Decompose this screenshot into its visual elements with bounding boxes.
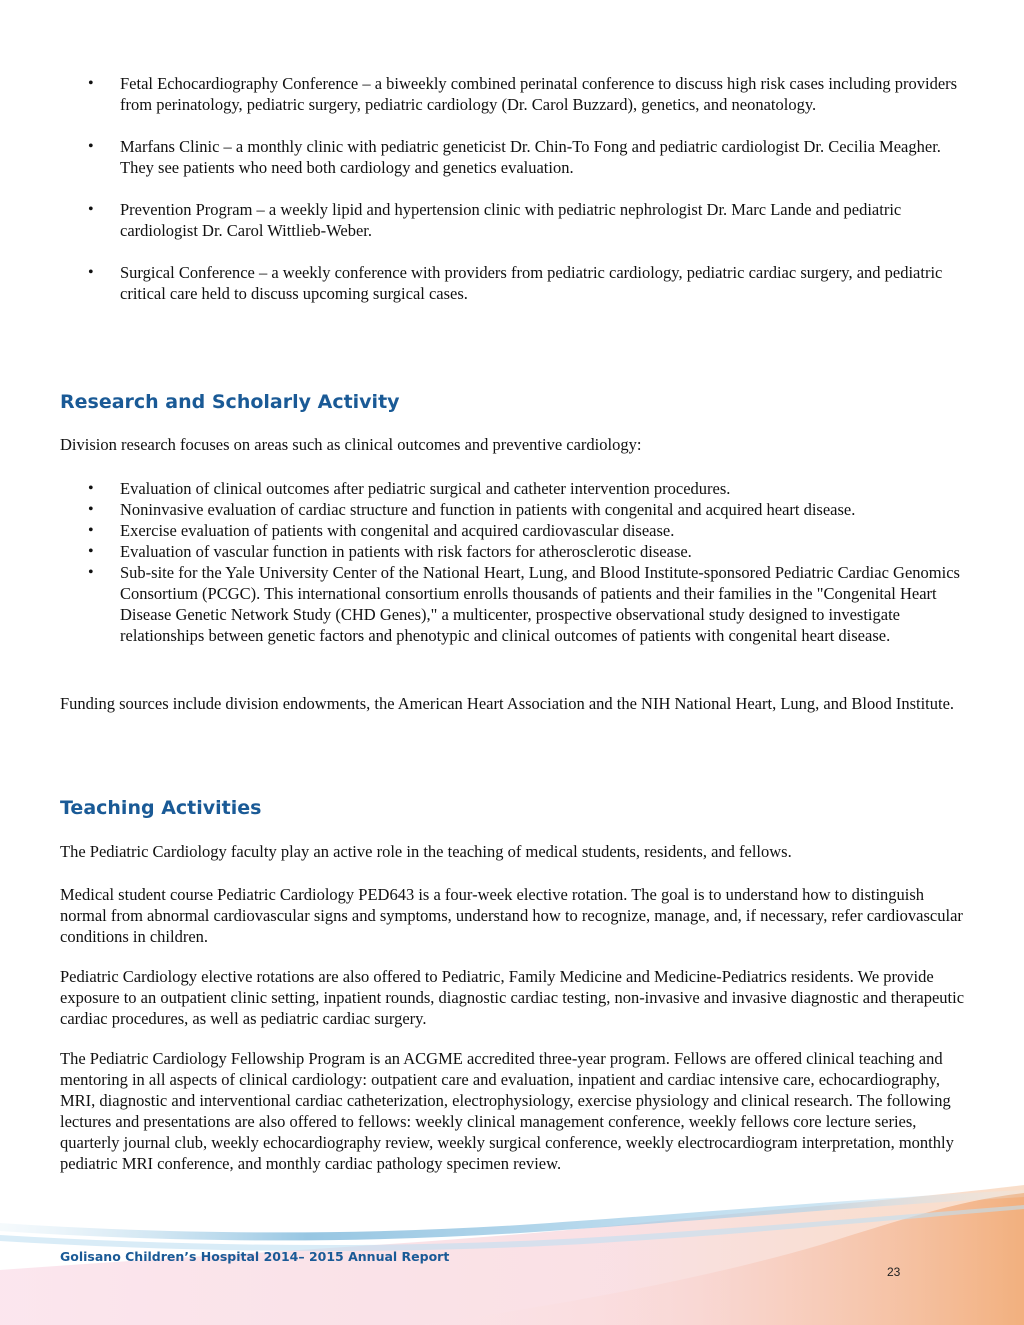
program-list [60, 73, 960, 304]
teaching-heading: Teaching Activities [60, 797, 262, 819]
research-intro: Division research focuses on areas such as clinical outcomes and preventive cardiology: [60, 435, 642, 454]
list-item: • Noninvasive evaluation of cardiac structure and function in patients with congenital and acquired heart disease. [60, 499, 960, 520]
list-item: • Prevention Program – a weekly lipid and hypertension clinic with pediatric nephrologist Dr. Marc Lande and pediatric cardiologist Dr. Carol Wittlieb-Weber. [60, 199, 960, 241]
teaching-paragraph-1: The Pediatric Cardiology faculty play an active role in the teaching of medical students, residents, and fellows. [60, 842, 792, 861]
list-item: • Marfans Clinic – a monthly clinic with pediatric geneticist Dr. Chin-To Fong and pediatric cardiologist Dr. Cecilia Meagher. They see patients who need both cardiology and genetics evaluation. [60, 136, 960, 178]
list-item: • Fetal Echocardiography Conference – a biweekly combined perinatal conference to discuss high risk cases including providers from perinatology, pediatric surgery, pediatric cardiology (Dr. Carol Buzzard), genetics, and neonatology. [60, 73, 960, 115]
list-item: • Surgical Conference – a weekly conference with providers from pediatric cardiology, pediatric cardiac surgery, and pediatric critical care held to discuss upcoming surgical cases. [60, 262, 960, 304]
list-item: • Evaluation of clinical outcomes after pediatric surgical and catheter intervention procedures. [60, 478, 960, 499]
teaching-paragraph-3: Pediatric Cardiology elective rotations are also offered to Pediatric, Family Medicine and Medicine-Pediatrics residents. We provide exposure to an outpatient clinic setting, inpatient rounds, diagnostic cardiac testing, non-invasive and invasive diagnostic and therapeutic cardiac procedures, as well as pediatric cardiac surgery. [60, 967, 965, 1028]
list-item: • Evaluation of vascular function in patients with risk factors for atherosclerotic disease. [60, 541, 960, 562]
footer-report-title: Golisano Children’s Hospital 2014– 2015 Annual Report [60, 1249, 450, 1264]
teaching-paragraph-4: The Pediatric Cardiology Fellowship Program is an ACGME accredited three-year program. Fellows are offered clinical teaching and mentoring in all aspects of clinical cardiology: outpatient care and evaluation, inpatient and cardiac intensive care, echocardiography, MRI, diagnostic and interventional cardiac catheterization, electrophysiology, exercise physiology and clinical research. The following lectures and presentations are also offered to fellows: weekly clinical management conference, weekly fellows core lecture series, quarterly journal club, weekly echocardiography review, weekly surgical conference, weekly electrocardiogram interpretation, monthly pediatric MRI conference, and monthly cardiac pathology specimen review. [60, 1049, 954, 1173]
list-item: • Sub-site for the Yale University Center of the National Heart, Lung, and Blood Institute-sponsored Pediatric Cardiac Genomics Consortium (PCGC). This international consortium enrolls thousands of patients and their families in the "Congenital Heart Disease Genetic Network Study (CHD Genes)," a multicenter, prospective observational study designed to investigate relationships between genetic factors and phenotypic and clinical outcomes of patients with congenital heart disease. [60, 562, 960, 646]
teaching-paragraph-2: Medical student course Pediatric Cardiology PED643 is a four-week elective rotation. The goal is to understand how to distinguish normal from abnormal cardiovascular signs and symptoms, understand how to recognize, manage, and, if necessary, refer cardiovascular conditions in children. [60, 885, 963, 946]
list-item: • Exercise evaluation of patients with congenital and acquired cardiovascular disease. [60, 520, 960, 541]
page-number: 23 [887, 1265, 901, 1279]
funding-paragraph: Funding sources include division endowments, the American Heart Association and the NIH National Heart, Lung, and Blood Institute. [60, 694, 955, 713]
research-heading: Research and Scholarly Activity [60, 391, 400, 413]
research-list [60, 478, 960, 646]
